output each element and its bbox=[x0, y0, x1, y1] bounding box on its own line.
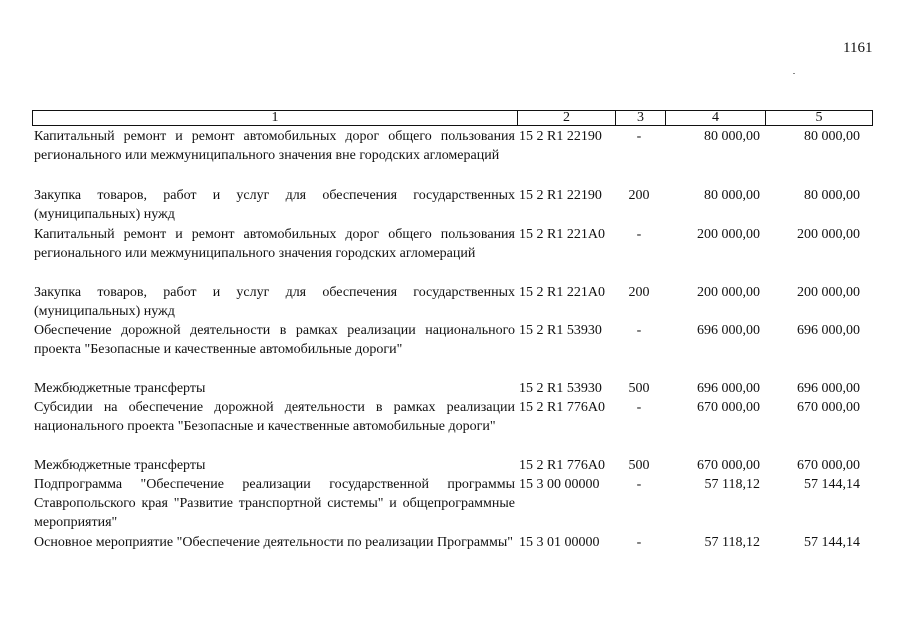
row-amount-2: 57 144,14 bbox=[804, 535, 860, 550]
row-description: Обеспечение дорожной деятельности в рамках реализации национального проекта "Безопасные и качественные автомобильные дороги" bbox=[34, 323, 515, 357]
row-amount-2: 57 144,14 bbox=[804, 477, 860, 492]
row-amount-2: 670 000,00 bbox=[797, 458, 860, 473]
row-description: Подпрограмма "Обеспечение реализации государственной программы Ставропольского края "Развитие транспортной системы" и общепрограммные мероприятия" bbox=[34, 477, 515, 530]
row-type: 500 bbox=[628, 458, 650, 473]
row-code: 15 2 R1 776A0 bbox=[519, 458, 605, 473]
row-amount-1: 80 000,00 bbox=[704, 188, 760, 203]
row-type: - bbox=[636, 477, 642, 492]
column-header-3: 3 bbox=[615, 111, 665, 125]
row-description: Основное мероприятие "Обеспечение деятельности по реализации Программы" bbox=[34, 535, 513, 550]
row-code: 15 3 01 00000 bbox=[519, 535, 600, 550]
row-amount-1: 80 000,00 bbox=[704, 129, 760, 144]
row-amount-2: 696 000,00 bbox=[797, 323, 860, 338]
page-number: 1161 bbox=[843, 40, 873, 56]
row-description: Межбюджетные трансферты bbox=[34, 381, 206, 396]
row-amount-1: 670 000,00 bbox=[697, 458, 760, 473]
row-amount-2: 696 000,00 bbox=[797, 381, 860, 396]
row-code: 15 2 R1 22190 bbox=[519, 188, 602, 203]
row-code: 15 2 R1 53930 bbox=[519, 323, 602, 338]
row-amount-2: 80 000,00 bbox=[804, 188, 860, 203]
row-amount-2: 80 000,00 bbox=[804, 129, 860, 144]
row-amount-1: 57 118,12 bbox=[704, 535, 760, 550]
table-header-row bbox=[32, 110, 873, 126]
row-code: 15 2 R1 221A0 bbox=[519, 285, 605, 300]
row-code: 15 2 R1 221A0 bbox=[519, 227, 605, 242]
column-header-4: 4 bbox=[665, 111, 765, 125]
row-amount-1: 57 118,12 bbox=[704, 477, 760, 492]
row-amount-1: 200 000,00 bbox=[697, 285, 760, 300]
row-description: Субсидии на обеспечение дорожной деятельности в рамках реализации национального проекта "Безопасные и качественные автомобильные дороги" bbox=[34, 400, 515, 434]
row-code: 15 2 R1 22190 bbox=[519, 129, 602, 144]
row-amount-2: 200 000,00 bbox=[797, 285, 860, 300]
row-code: 15 3 00 00000 bbox=[519, 477, 600, 492]
row-type: - bbox=[636, 129, 642, 144]
column-header-5: 5 bbox=[765, 111, 872, 125]
row-type: - bbox=[636, 400, 642, 415]
row-description: Капитальный ремонт и ремонт автомобильных дорог общего пользования регионального или межмуниципального значения вне городских агломераций bbox=[34, 129, 515, 163]
row-type: - bbox=[636, 535, 642, 550]
row-amount-1: 200 000,00 bbox=[697, 227, 760, 242]
row-amount-1: 670 000,00 bbox=[697, 400, 760, 415]
row-type: 500 bbox=[628, 381, 650, 396]
row-description: Межбюджетные трансферты bbox=[34, 458, 206, 473]
row-type: 200 bbox=[628, 188, 650, 203]
row-amount-1: 696 000,00 bbox=[697, 323, 760, 338]
row-amount-2: 670 000,00 bbox=[797, 400, 860, 415]
row-amount-1: 696 000,00 bbox=[697, 381, 760, 396]
row-description: Закупка товаров, работ и услуг для обеспечения государственных (муниципальных) нужд bbox=[34, 188, 515, 222]
row-type: 200 bbox=[628, 285, 650, 300]
row-type: - bbox=[636, 227, 642, 242]
row-description: Закупка товаров, работ и услуг для обеспечения государственных (муниципальных) нужд bbox=[34, 285, 515, 319]
row-description: Капитальный ремонт и ремонт автомобильных дорог общего пользования регионального или межмуниципального значения городских агломераций bbox=[34, 227, 515, 261]
scan-speck bbox=[793, 73, 795, 74]
row-type: - bbox=[636, 323, 642, 338]
row-code: 15 2 R1 776A0 bbox=[519, 400, 605, 415]
row-code: 15 2 R1 53930 bbox=[519, 381, 602, 396]
column-header-2: 2 bbox=[517, 111, 615, 125]
row-amount-2: 200 000,00 bbox=[797, 227, 860, 242]
column-header-1: 1 bbox=[271, 110, 279, 125]
